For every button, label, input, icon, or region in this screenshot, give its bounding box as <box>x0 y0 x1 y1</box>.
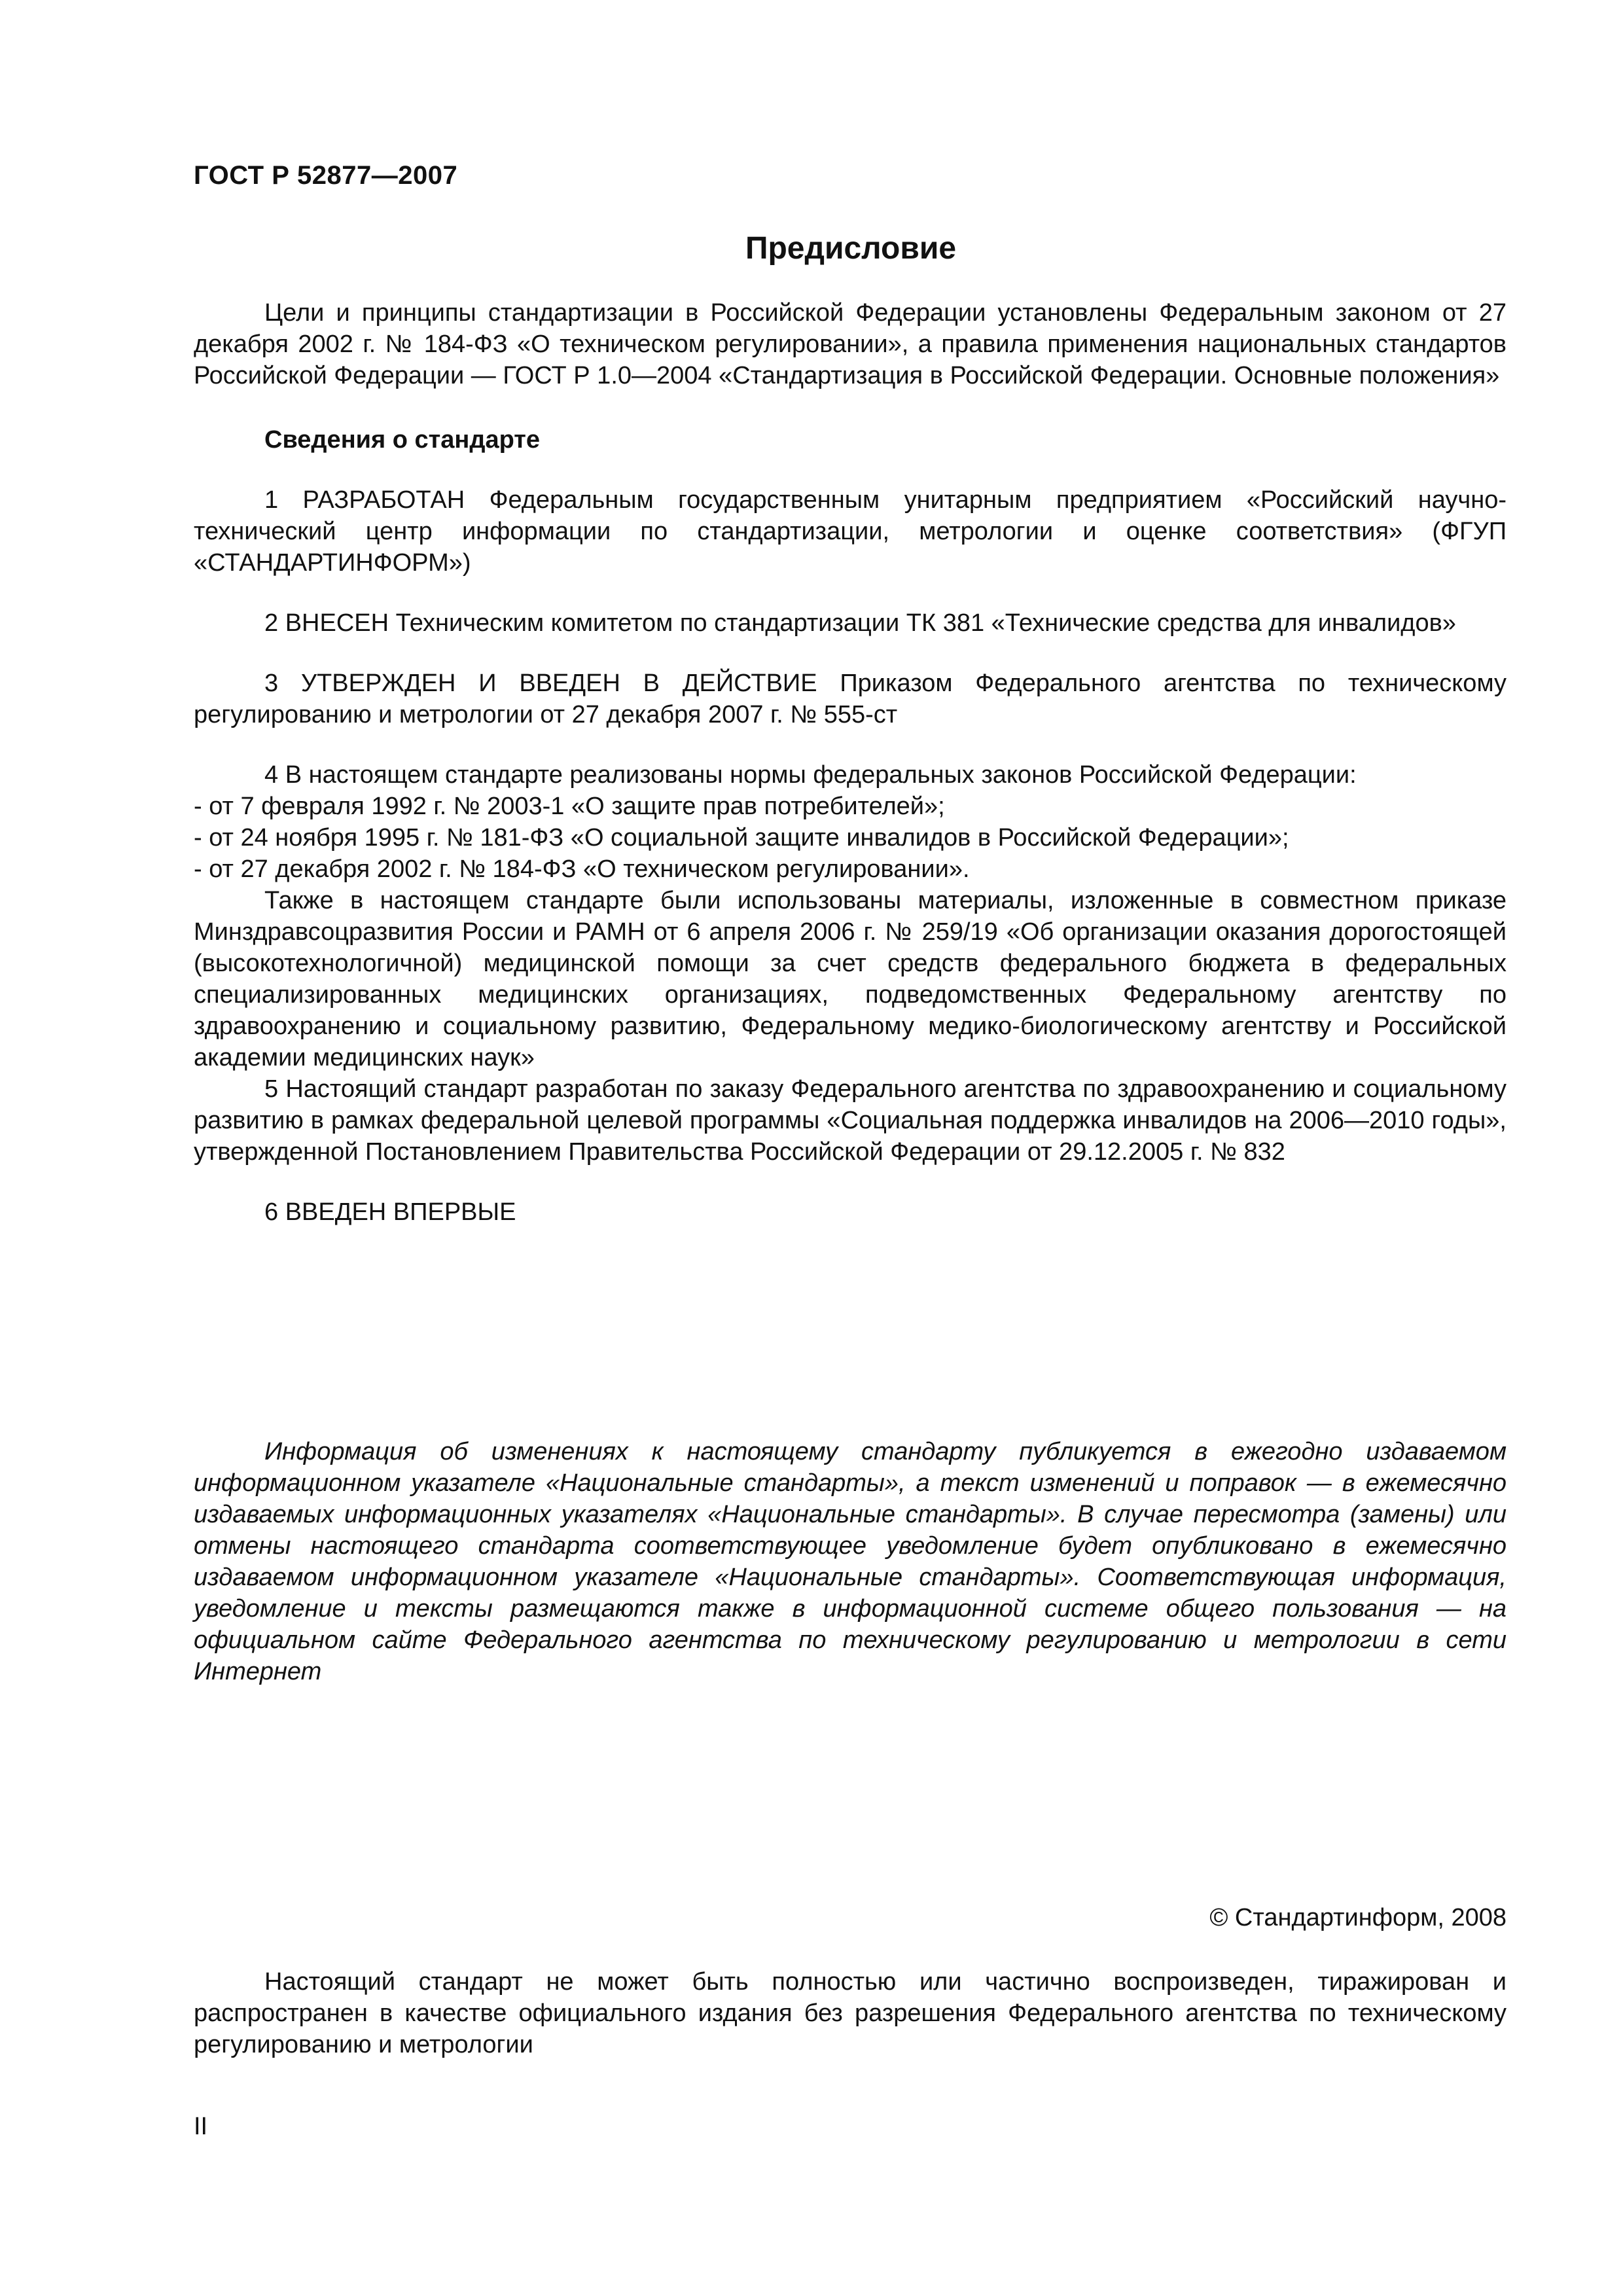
item-6: 6 ВВЕДЕН ВПЕРВЫЕ <box>264 1198 516 1226</box>
item-3: 3 УТВЕРЖДЕН И ВВЕДЕН В ДЕЙСТВИЕ Приказом Федерального агентства по техническому регулированию и метрологии от 27 декабря 2007 г. № 555-ст <box>194 670 1507 728</box>
reproduction-notice: Настоящий стандарт не может быть полностью или частично воспроизведен, тиражирован и распространен в качестве официального издания без разрешения Федерального агентства по техническому регулированию и метрологии <box>194 1968 1507 2058</box>
item-4: 4 В настоящем стандарте реализованы нормы федеральных законов Российской Федерации: <box>264 761 1357 789</box>
page-title: Предисловие <box>745 231 957 266</box>
item-5: 5 Настоящий стандарт разработан по заказу Федерального агентства по здравоохранению и социальному развитию в рамках федеральной целевой программы «Социальная поддержка инвалидов на 2006—2010 годы», утвержденной Постановлением Правительства Российской Федерации от 29.12.2005 г. № 832 <box>194 1075 1507 1166</box>
intro-paragraph: Цели и принципы стандартизации в Российской Федерации установлены Федеральным законом от 27 декабря 2002 г. № 184-ФЗ «О техническом регулировании», а правила применения национальных стандартов Российской Федерации — ГОСТ Р 1.0—2004 «Стандартизация в Российской Федерации. Основные положения» <box>194 299 1507 389</box>
item-1: 1 РАЗРАБОТАН Федеральным государственным унитарным предприятием «Российский научно-технический центр информации по стандартизации, метрологии и оценке соответствия» (ФГУП «СТАНДАРТИНФОРМ») <box>194 486 1507 577</box>
law-list-item: - от 27 декабря 2002 г. № 184-ФЗ «О техническом регулировании». <box>194 855 970 883</box>
page-number: II <box>194 2113 208 2140</box>
law-list-item: - от 24 ноября 1995 г. № 181-ФЗ «О социальной защите инвалидов в Российской Федерации»; <box>194 824 1289 852</box>
copyright-line: © Стандартинформ, 2008 <box>1209 1904 1507 1931</box>
document-code: ГОСТ Р 52877—2007 <box>194 161 458 190</box>
foreword-body <box>194 297 1507 1228</box>
item-4-materials: Также в настоящем стандарте были использованы материалы, изложенные в совместном приказе Минздравсоцразвития России и РАМН от 6 апреля 2006 г. № 259/19 «Об организации оказания дорогостоящей (высокотехнологичной) медицинской помощи за счет средств федерального бюджета в федеральных специализированных медицинских организациях, подведомственных Федеральному агентству по здравоохранению и социальному развитию, Федеральному медико-биологическому агентству и Российской академии медицинских наук» <box>194 887 1507 1071</box>
standard-info-heading: Сведения о стандарте <box>264 426 541 454</box>
item-2: 2 ВНЕСЕН Техническим комитетом по стандартизации ТК 381 «Технические средства для инвалидов» <box>264 609 1456 637</box>
law-list-item: - от 7 февраля 1992 г. № 2003-1 «О защите прав потребителей»; <box>194 793 945 820</box>
changes-info-note: Информация об изменениях к настоящему стандарту публикуется в ежегодно издаваемом информационном указателе «Национальные стандарты», а текст изменений и поправок — в ежемесячно издаваемых информационных указателях «Национальные стандарты». В случае пересмотра (замены) или отмены настоящего стандарта соответствующее уведомление будет опубликовано в ежемесячно издаваемом информационном указателе «Национальные стандарты». Соответствующая информация, уведомление и тексты размещаются также в информационной системе общего пользования — на официальном сайте Федерального агентства по техническому регулированию и метрологии в сети Интернет <box>194 1438 1507 1685</box>
